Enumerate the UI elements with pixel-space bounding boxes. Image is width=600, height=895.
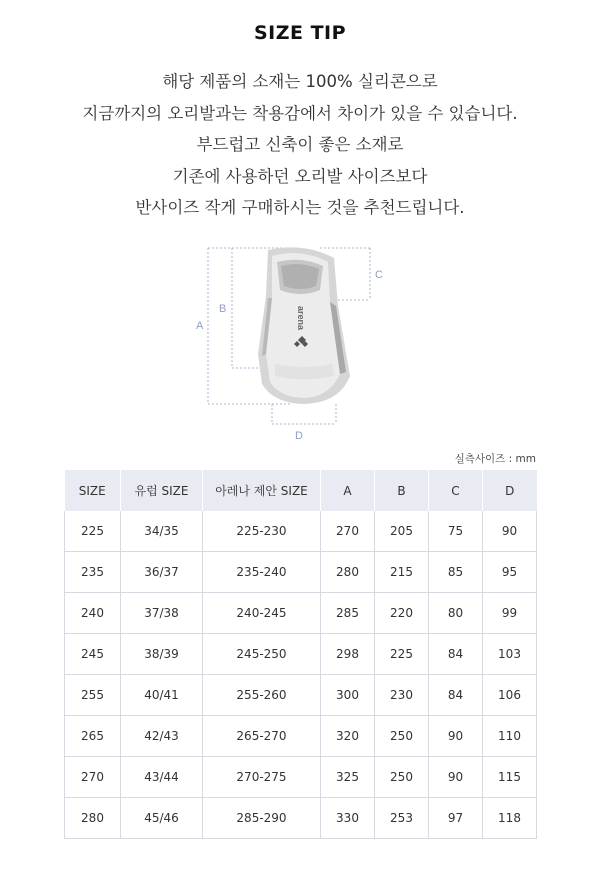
size-description: [0, 66, 600, 224]
cell-b: 225: [375, 634, 429, 675]
cell-size: 225: [65, 511, 121, 552]
fin-dimension-diagram: [180, 236, 420, 446]
table-row: [65, 511, 537, 552]
cell-eu-size: 45/46: [121, 798, 203, 839]
cell-d: 103: [483, 634, 537, 675]
cell-d: 106: [483, 675, 537, 716]
cell-a: 280: [321, 552, 375, 593]
cell-a: 300: [321, 675, 375, 716]
dimension-label-d: D: [295, 430, 303, 442]
description-line: 지금까지의 오리발과는 착용감에서 차이가 있을 수 있습니다.: [82, 103, 518, 123]
cell-a: 285: [321, 593, 375, 634]
cell-eu-size: 38/39: [121, 634, 203, 675]
cell-d: 118: [483, 798, 537, 839]
cell-eu-size: 37/38: [121, 593, 203, 634]
cell-eu-size: 42/43: [121, 716, 203, 757]
cell-arena-size: 265-270: [203, 716, 321, 757]
description-line: 부드럽고 신축이 좋은 소재로: [196, 135, 404, 154]
cell-arena-size: 255-260: [203, 675, 321, 716]
cell-size: 265: [65, 716, 121, 757]
cell-b: 250: [375, 716, 429, 757]
cell-eu-size: 36/37: [121, 552, 203, 593]
cell-eu-size: 40/41: [121, 675, 203, 716]
dimension-label-c: C: [375, 269, 383, 281]
table-row: [65, 798, 537, 839]
description-line: 반사이즈 작게 구매하시는 것을 추천드립니다.: [135, 198, 465, 217]
cell-b: 215: [375, 552, 429, 593]
table-row: [65, 757, 537, 798]
header-d: D: [483, 470, 537, 511]
cell-b: 230: [375, 675, 429, 716]
header-eu-size: 유럽 SIZE: [121, 470, 203, 511]
cell-c: 80: [429, 593, 483, 634]
cell-size: 235: [65, 552, 121, 593]
cell-c: 97: [429, 798, 483, 839]
cell-arena-size: 235-240: [203, 552, 321, 593]
cell-c: 90: [429, 716, 483, 757]
cell-eu-size: 43/44: [121, 757, 203, 798]
cell-size: 245: [65, 634, 121, 675]
table-row: [65, 716, 537, 757]
table-row: [65, 593, 537, 634]
table-row: [65, 552, 537, 593]
cell-b: 205: [375, 511, 429, 552]
cell-c: 75: [429, 511, 483, 552]
cell-arena-size: 240-245: [203, 593, 321, 634]
header-size: SIZE: [65, 470, 121, 511]
table-header-row: [65, 470, 537, 511]
description-line: 해당 제품의 소재는 100% 실리콘으로: [162, 72, 438, 91]
table-row: [65, 634, 537, 675]
cell-d: 115: [483, 757, 537, 798]
cell-arena-size: 225-230: [203, 511, 321, 552]
cell-arena-size: 270-275: [203, 757, 321, 798]
cell-a: 298: [321, 634, 375, 675]
cell-size: 240: [65, 593, 121, 634]
header-arena-size: 아레나 제안 SIZE: [203, 470, 321, 511]
cell-c: 84: [429, 675, 483, 716]
cell-d: 110: [483, 716, 537, 757]
cell-b: 220: [375, 593, 429, 634]
cell-a: 325: [321, 757, 375, 798]
unit-note: 실측사이즈 : mm: [454, 453, 536, 465]
cell-eu-size: 34/35: [121, 511, 203, 552]
cell-c: 90: [429, 757, 483, 798]
table-row: [65, 675, 537, 716]
cell-d: 95: [483, 552, 537, 593]
cell-size: 280: [65, 798, 121, 839]
cell-c: 84: [429, 634, 483, 675]
cell-a: 320: [321, 716, 375, 757]
dimension-label-b: B: [219, 303, 227, 315]
fin-brand-text: arena: [296, 306, 306, 331]
cell-size: 255: [65, 675, 121, 716]
header-a: A: [321, 470, 375, 511]
page-title: SIZE TIP: [253, 22, 347, 44]
cell-a: 270: [321, 511, 375, 552]
cell-d: 90: [483, 511, 537, 552]
cell-size: 270: [65, 757, 121, 798]
cell-d: 99: [483, 593, 537, 634]
cell-a: 330: [321, 798, 375, 839]
dimension-label-a: A: [196, 320, 204, 332]
cell-arena-size: 285-290: [203, 798, 321, 839]
cell-b: 250: [375, 757, 429, 798]
cell-arena-size: 245-250: [203, 634, 321, 675]
header-b: B: [375, 470, 429, 511]
cell-b: 253: [375, 798, 429, 839]
description-line: 기존에 사용하던 오리발 사이즈보다: [172, 166, 428, 186]
cell-c: 85: [429, 552, 483, 593]
header-c: C: [429, 470, 483, 511]
size-table: [64, 470, 537, 839]
